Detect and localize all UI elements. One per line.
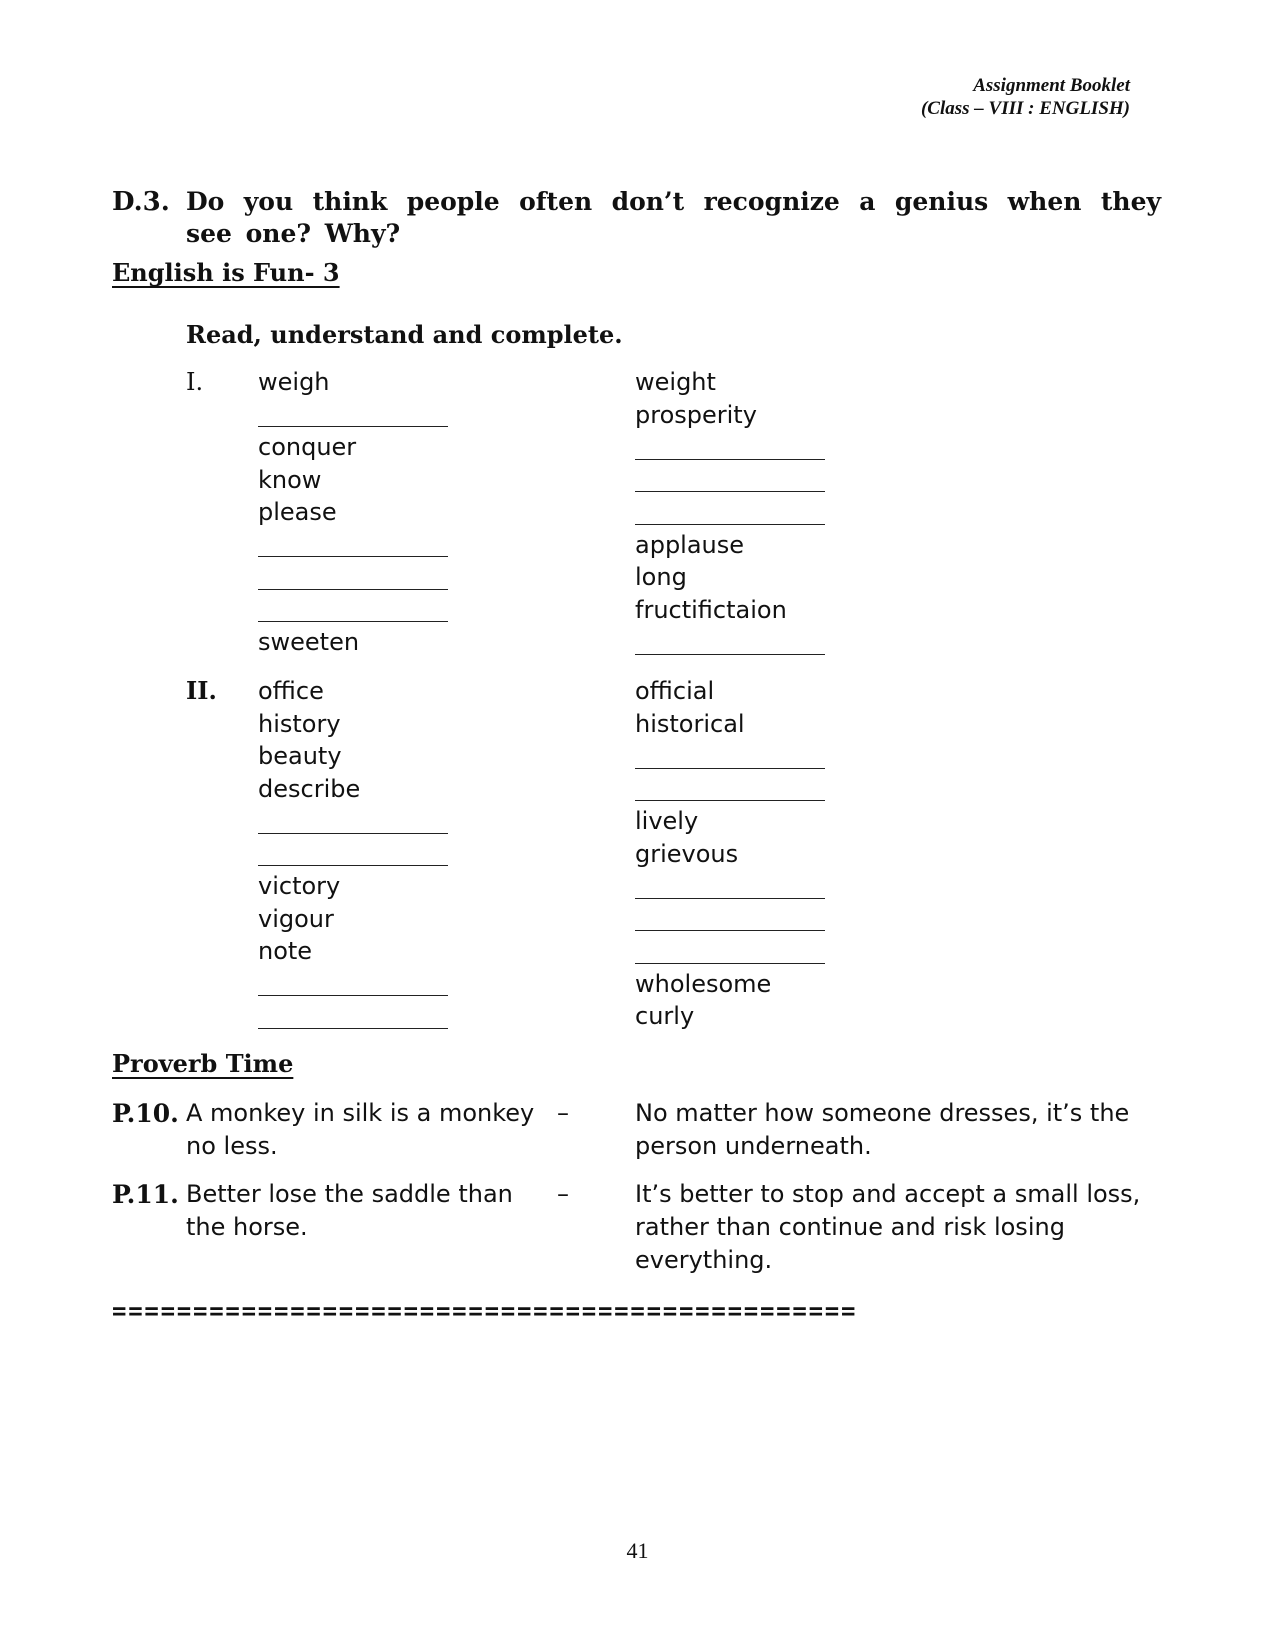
- proverb-time-heading: Proverb Time: [112, 1049, 294, 1078]
- answer-blank-line: [258, 529, 359, 562]
- word-item: long: [635, 563, 687, 591]
- answer-blank-line: [258, 561, 359, 594]
- answer-blank-line: [258, 1000, 360, 1033]
- english-fun-heading: English is Fun- 3: [112, 258, 340, 287]
- answer-blank-line: [258, 805, 360, 838]
- proverb-text: Better lose the saddle than the horse.: [186, 1180, 513, 1241]
- answer-blank-line: [258, 838, 360, 871]
- answer-blank-line: [635, 870, 771, 903]
- word-item: historical: [635, 709, 745, 738]
- proverb-label: P.11.: [112, 1180, 179, 1209]
- question-text: Do you think people often don’t recognize a genius when they see one? Why?: [186, 187, 1161, 248]
- answer-blank-line: [635, 773, 771, 806]
- proverb-dash: –: [557, 1180, 569, 1208]
- word-item: fructifictaion: [635, 595, 787, 624]
- answer-blank-line: [635, 431, 787, 464]
- word-item: prosperity: [635, 400, 757, 429]
- word-item: note: [258, 937, 313, 965]
- part-two-left-column: [258, 675, 360, 1033]
- page-header: [921, 74, 1130, 120]
- answer-blank-line: [635, 496, 787, 529]
- word-item: official: [635, 677, 715, 705]
- part-two-right-column: [635, 675, 771, 1033]
- question-label: D.3.: [112, 187, 170, 217]
- answer-blank-line: [635, 740, 771, 773]
- word-item: victory: [258, 872, 341, 900]
- answer-blank-line: [258, 399, 359, 432]
- word-item: conquer: [258, 433, 357, 461]
- answer-blank-line: [635, 935, 771, 968]
- word-item: vigour: [258, 904, 334, 933]
- proverb-label: P.10.: [112, 1099, 179, 1128]
- page-number: 41: [626, 1538, 649, 1563]
- proverb-meaning: No matter how someone dresses, it’s the person underneath.: [635, 1099, 1130, 1160]
- word-item: office: [258, 677, 324, 705]
- word-item: lively: [635, 807, 699, 835]
- section-divider: ==============================================: [112, 1297, 858, 1325]
- word-item: grievous: [635, 839, 739, 868]
- instruction-text: Read, understand and complete.: [186, 320, 623, 349]
- word-item: beauty: [258, 742, 342, 770]
- word-item: weigh: [258, 368, 330, 396]
- answer-blank-line: [258, 594, 359, 627]
- answer-blank-line: [635, 903, 771, 936]
- word-item: wholesome: [635, 969, 772, 998]
- answer-blank-line: [635, 626, 787, 659]
- word-item: sweeten: [258, 628, 360, 656]
- header-class-subject: (Class – VIII : ENGLISH): [920, 98, 1130, 119]
- word-item: describe: [258, 774, 361, 803]
- word-item: please: [258, 498, 337, 526]
- word-item: know: [258, 465, 322, 494]
- part-two-label: II.: [186, 676, 217, 705]
- word-item: history: [258, 709, 341, 738]
- proverb-text: A monkey in silk is a monkey no less.: [186, 1099, 535, 1160]
- part-one-right-column: [635, 366, 787, 659]
- proverb-dash: –: [557, 1099, 569, 1127]
- word-item: curly: [635, 1002, 695, 1030]
- header-booklet-title: Assignment Booklet: [973, 75, 1130, 96]
- proverb-meaning: It’s better to stop and accept a small loss, rather than continue and risk losing everything.: [635, 1180, 1141, 1274]
- part-one-label: I.: [186, 368, 204, 396]
- word-item: weight: [635, 368, 716, 396]
- word-item: applause: [635, 530, 745, 559]
- answer-blank-line: [635, 464, 787, 497]
- answer-blank-line: [258, 968, 360, 1001]
- part-one-left-column: [258, 366, 359, 659]
